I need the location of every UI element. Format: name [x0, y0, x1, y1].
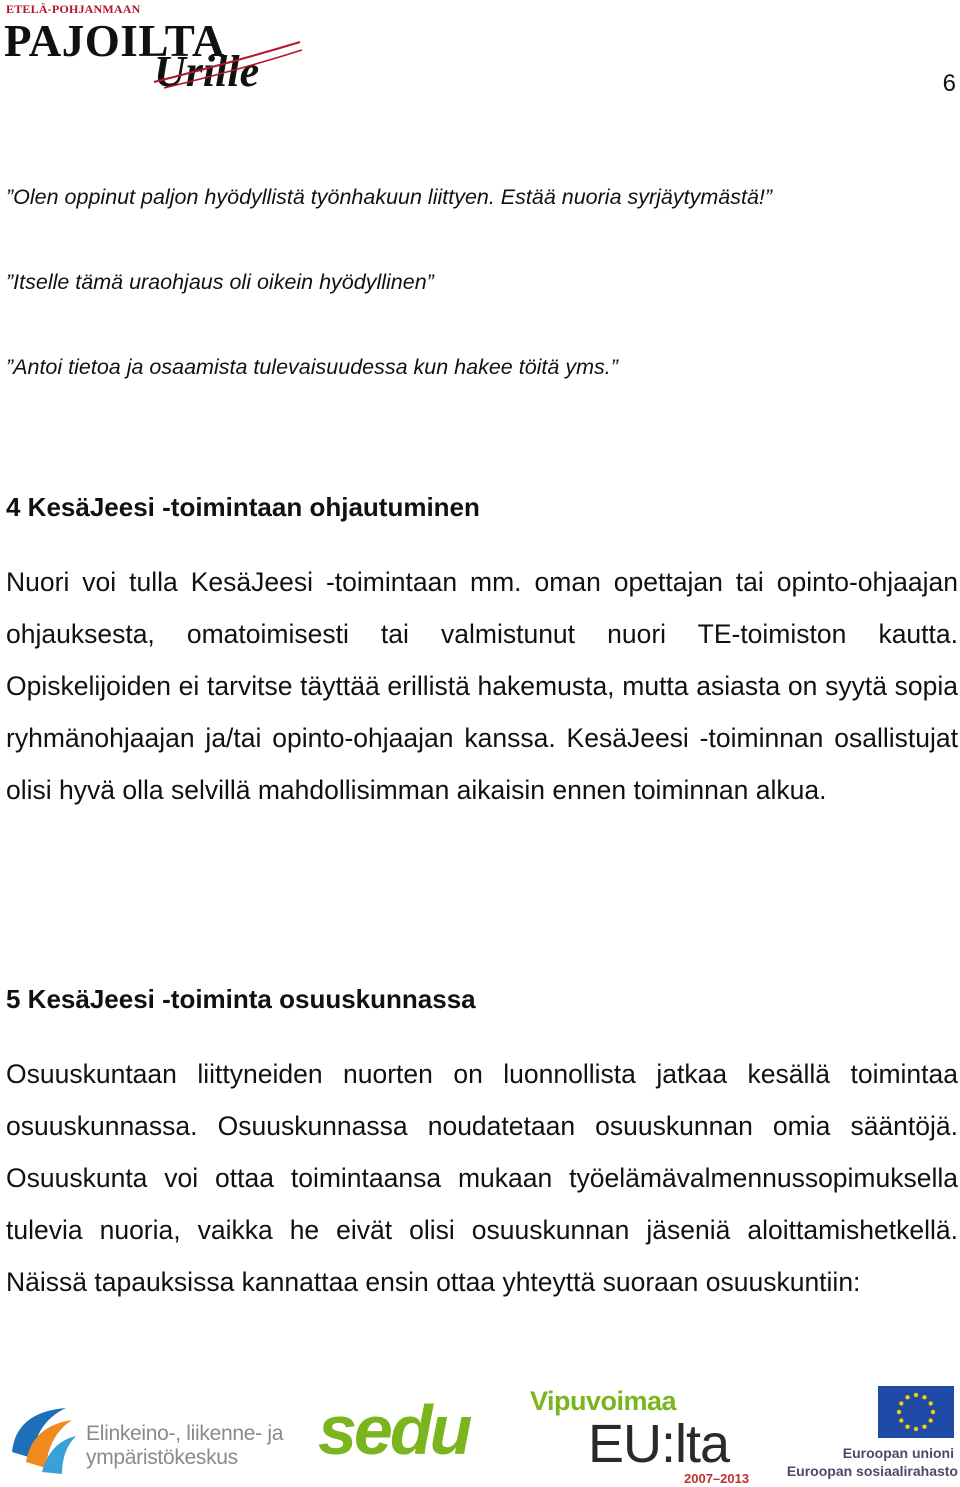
section-4-heading: 4 KesäJeesi -toimintaan ohjautuminen: [6, 492, 480, 522]
ely-line-1: Elinkeino-, liikenne- ja: [86, 1422, 284, 1445]
section-5-heading: 5 KesäJeesi -toiminta osuuskunnassa: [6, 984, 476, 1014]
sedu-logo: [318, 1390, 498, 1480]
quote-1: ”Olen oppinut paljon hyödyllistä työnhakuun liittyen. Estää nuoria syrjäytymästä!”: [6, 185, 773, 209]
ely-line-2: ympäristökeskus: [86, 1446, 238, 1469]
logo-main-text: PAJOILTA: [4, 15, 226, 66]
vipuvoimaa-title: Vipuvoimaa: [530, 1386, 677, 1416]
eu-flag-icon: [878, 1386, 954, 1438]
page-number: 6: [942, 70, 956, 97]
quote-3: ”Antoi tietoa ja osaamista tulevaisuudessa kun hakee töitä yms.”: [6, 355, 618, 379]
vipuvoimaa-logo: [530, 1386, 760, 1486]
quote-2: ”Itselle tämä uraohjaus oli oikein hyödyllinen”: [6, 270, 434, 294]
ely-emblem-icon: [6, 1402, 78, 1478]
vipuvoimaa-eu-text: EU:lta: [588, 1414, 730, 1474]
logo-swoosh-icon: [4, 2, 304, 94]
pajoilta-urille-logo: [4, 2, 304, 94]
logo-script-text: Urille: [154, 47, 260, 96]
eu-esr-logo: [782, 1386, 958, 1484]
section-5-body: Osuuskuntaan liittyneiden nuorten on luonnollista jatkaa kesällä toimintaa osuuskunnassa. Osuuskunnassa noudatetaan osuuskunnan omia sääntöjä. Osuuskunta voi ottaa toimintaansa mukaan työelämävalmennussopimuksella tulevia nuoria, vaikka he eivät olisi osuuskunnan jäseniä aloittamishetkellä. Näissä tapauksissa kannattaa ensin ottaa yhteyttä suoraan osuuskuntiin:: [6, 1059, 958, 1297]
eu-line-1: Euroopan unioni: [842, 1445, 954, 1461]
eu-line-2: Euroopan sosiaalirahasto: [786, 1463, 958, 1479]
sedu-text: sedu: [318, 1391, 470, 1469]
section-4-body: Nuori voi tulla KesäJeesi -toimintaan mm. oman opettajan tai opinto-ohjaajan ohjauksesta, omatoimisesti tai valmistunut nuori TE-toimiston kautta. Opiskelijoiden ei tarvitse täyttää erillistä hakemusta, mutta asiasta on syytä sopia ryhmänohjaajan ja/tai opinto-ohjaajan kanssa. KesäJeesi -toiminnan osallistujat olisi hyvä olla selvillä mahdollisimman aikaisin ennen toiminnan alkua.: [6, 567, 958, 805]
ely-keskus-logo: [6, 1400, 286, 1480]
vipuvoimaa-years: 2007–2013: [684, 1471, 750, 1486]
logo-region-text: ETELÄ-POHJANMAAN: [6, 2, 141, 16]
